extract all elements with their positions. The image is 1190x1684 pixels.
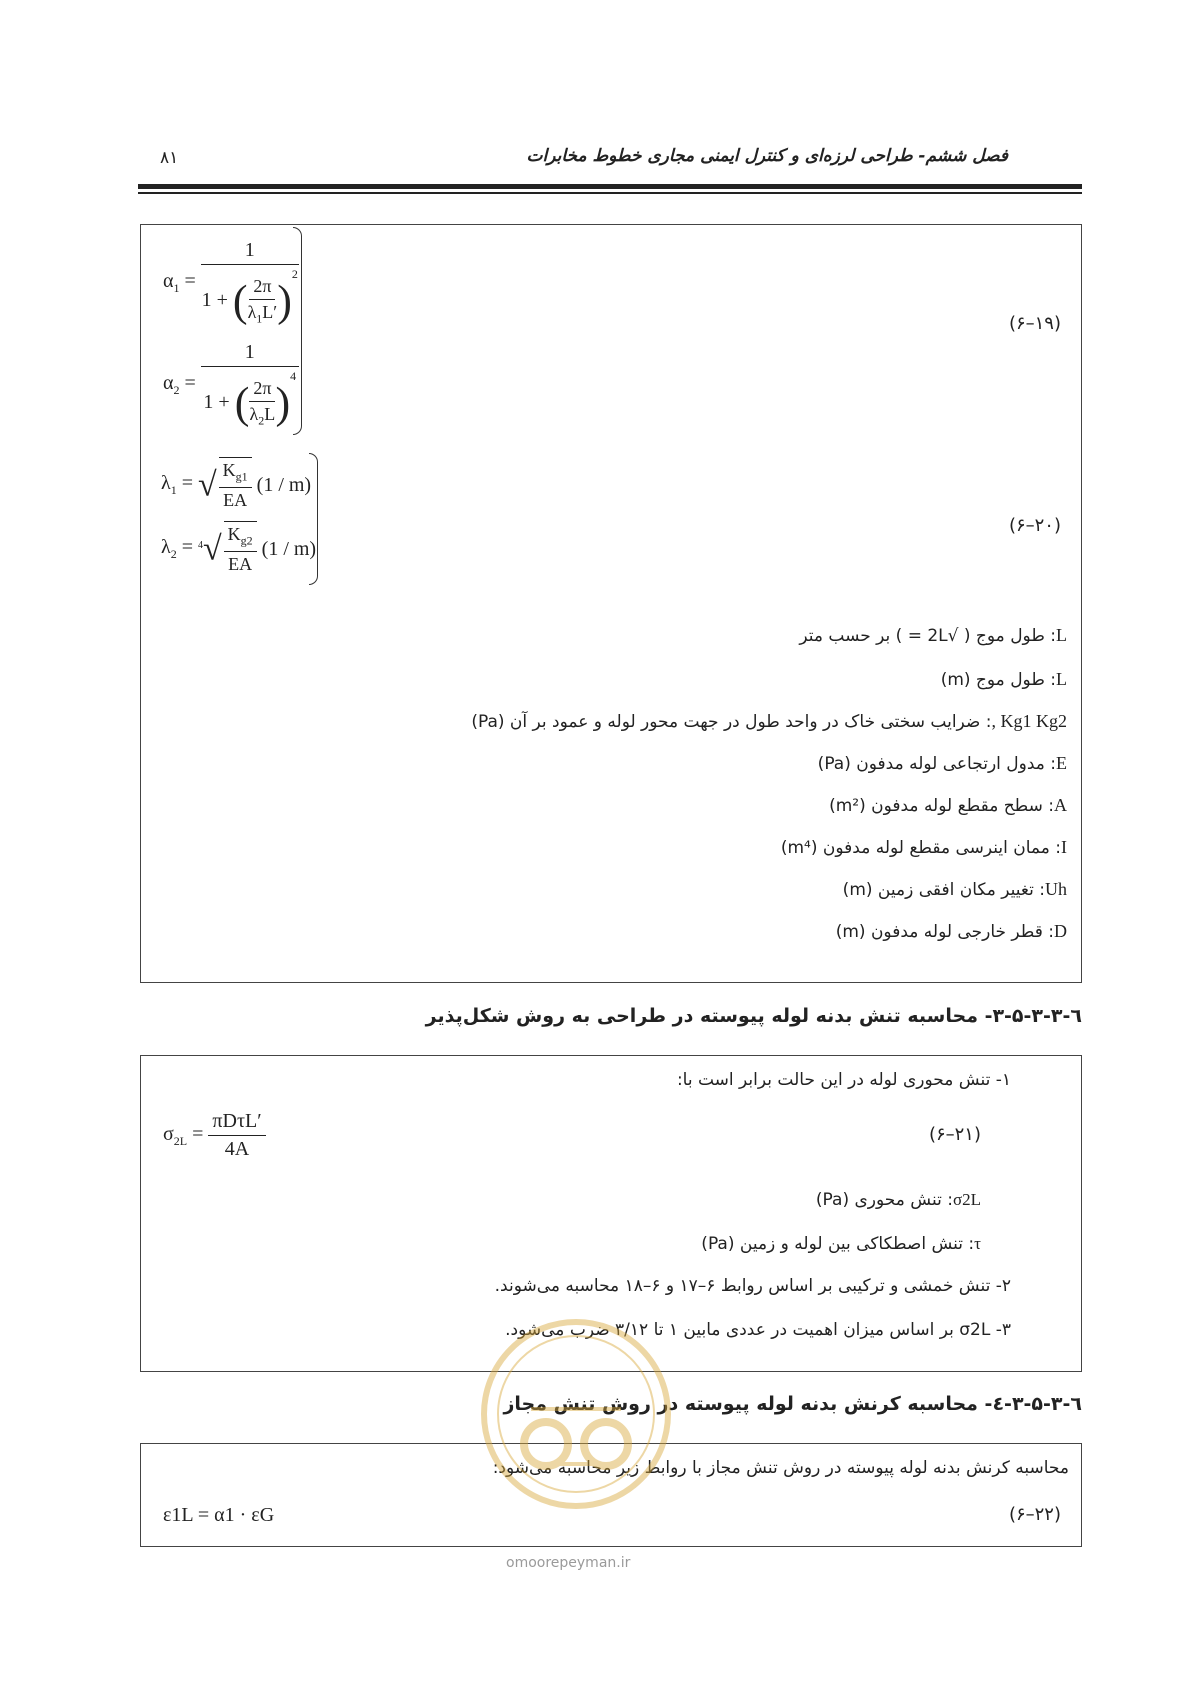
box3-line-1: محاسبه کرنش بدنه لوله پیوسته در روش تنش مجاز با روابط زیر محاسبه می‌شود: — [492, 1458, 1069, 1478]
box2-line-1: ۱- تنش محوری لوله در این حالت برابر است با: — [676, 1070, 1011, 1090]
definition-item: D: قطر خارجی لوله مدفون (m) — [835, 921, 1067, 942]
alpha2-equation: $\alpha_2$ = 1 1 + ( $\frac{2\pi}{\lambda_2L}$ )$^4$ — [163, 341, 299, 429]
header-rule-thick — [138, 184, 1082, 189]
watermark-logo — [476, 1314, 676, 1514]
eq21-formula: $\sigma_{2L}$ = $\frac{\text{πDτL′}}{4A}$ — [163, 1110, 266, 1161]
definition-item: I: ممان اینرسی مقطع لوله مدفون (m⁴) — [780, 837, 1067, 858]
sigma-definition: σ2L: تنش محوری (Pa) — [815, 1190, 981, 1210]
definition-item: Kg1 Kg2 ,: ضرایب سختی خاک در واحد طول در جهت محور لوله و عمود بر آن (Pa) — [471, 711, 1067, 732]
header-rule-thin — [138, 192, 1082, 194]
lambda2-equation: $\lambda_2 = ^4√$ $\frac{K_{g2}}{EA}$ (1 / m) — [161, 521, 316, 575]
eq22-number: (۶–۲۲) — [1008, 1504, 1061, 1525]
eq19-brace — [293, 227, 302, 435]
equation-box-1 — [140, 224, 1082, 983]
section-heading-stress: ٦-۳-۵-۳-۳- محاسبه تنش بدنه لوله پیوسته در طراحی به روش شکل‌پذیر — [425, 1005, 1082, 1027]
box2-line-2: ۲- تنش خمشی و ترکیبی بر اساس روابط ۶–۱۷ و ۶–۱۸ محاسبه می‌شوند. — [494, 1276, 1011, 1296]
eq22-formula: ε1L = α1 · εG — [163, 1504, 275, 1526]
eq20-brace — [309, 453, 318, 585]
alpha1-equation: $\alpha_1$ = 1 1 + ( $\frac{2\pi}{\lambda_1L'}$ )$^2$ — [163, 239, 298, 326]
definition-item: A: سطح مقطع لوله مدفون (m²) — [829, 795, 1067, 816]
definition-item: E: مدول ارتجاعی لوله مدفون (Pa) — [817, 753, 1067, 774]
definition-item: Uh: تغییر مکان افقی زمین (m) — [842, 879, 1067, 900]
definition-item: L: طول موج ( √2L = ) بر حسب متر — [799, 625, 1067, 646]
lambda1-equation: $\lambda_1$ = √ $\frac{K_{g1}}{EA}$ (1 / m) — [161, 457, 311, 511]
section-heading-strain: ٦-۳-۵-۳-٤- محاسبه کرنش بدنه لوله پیوسته در روش تنش مجاز — [503, 1393, 1082, 1415]
watermark-url: omoorepeyman.ir — [506, 1555, 631, 1571]
page-number: ۸۱ — [160, 148, 179, 168]
box2-line-3: ۳- σ2L بر اساس میزان اهمیت در عددی مابین ۱ تا ۳/۱۲ ضرب می‌شود. — [505, 1320, 1011, 1340]
eq19-number: (۶–۱۹) — [1008, 313, 1061, 334]
eq21-number: (۶–۲۱) — [928, 1124, 981, 1145]
definition-item: L: طول موج (m) — [940, 669, 1067, 690]
gear-seal-icon — [476, 1314, 676, 1514]
running-title: فصل ششم- طراحی لرزه‌ای و کنترل ایمنی مجاری خطوط مخابرات — [526, 146, 1008, 166]
definitions-list — [167, 625, 1067, 965]
tau-definition: τ: تنش اصطکاکی بین لوله و زمین (Pa) — [701, 1234, 981, 1254]
eq20-number: (۶–۲۰) — [1008, 515, 1061, 536]
